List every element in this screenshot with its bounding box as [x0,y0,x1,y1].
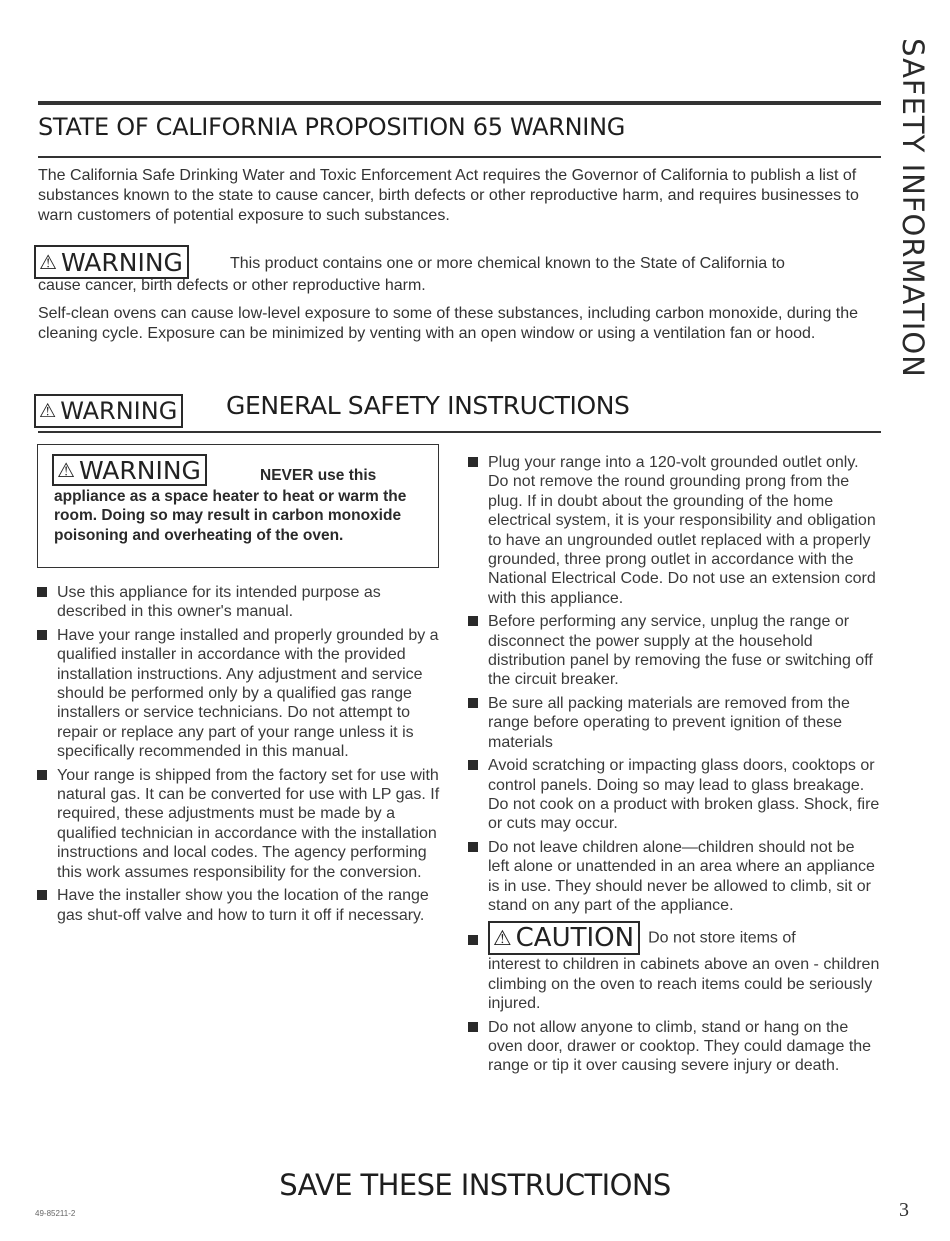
caution-badge [488,921,640,955]
square-bullet-icon [468,457,478,467]
left-instructions-list [37,583,442,929]
caution-item [468,921,880,1013]
square-bullet-icon [468,616,478,626]
warning-triangle-icon: ⚠ [57,458,75,482]
general-safety-title: GENERAL SAFETY INSTRUCTIONS [226,391,630,420]
square-bullet-icon [468,842,478,852]
general-title-underline [38,431,881,433]
caution-label: CAUTION [515,923,635,954]
self-clean-paragraph: Self-clean ovens can cause low-level exposure to some of these substances, including carbon monoxide, during the cleaning cycle. Exposure can be minimized by venting with an open window or using a ventilation fan or hood. [38,305,859,342]
list-item: Avoid scratching or impacting glass doors, cooktops or control panels. Doing so may lead to glass breakage. Do not cook on a product with broken glass. Shock, fire or cuts may occur. [468,756,880,834]
list-item: Before performing any service, unplug the range or disconnect the power supply at the household distribution panel by removing the fuse or switching off the circuit breaker. [468,612,880,690]
prop65-warning-text-line2: cause cancer, birth defects or other reproductive harm. [38,277,426,294]
section-side-tab [876,28,950,388]
side-tab-label: SAFETY INFORMATION [896,38,931,378]
square-bullet-icon [468,1022,478,1032]
square-bullet-icon [468,760,478,770]
box-warning-text: appliance as a space heater to heat or warm the room. Doing so may result in carbon monoxide poisoning and overheating of the oven. [54,488,407,544]
list-item: Be sure all packing materials are removed from the range before operating to prevent ignition of these materials [468,694,880,752]
warning-label: WARNING [78,455,201,485]
prop65-warning-badge [34,245,189,279]
prop65-intro: The California Safe Drinking Water and Toxic Enforcement Act requires the Governor of California to publish a list of substances known to the state to cause cancer, birth defects or other reproductive harm, and requires businesses to warn customers of potential exposure to such substances. [38,167,859,224]
warning-label: WARNING [60,397,178,425]
list-item: Do not allow anyone to climb, stand or hang on the oven door, drawer or cooktop. They could damage the range or tip it over causing severe injury or death. [468,1018,880,1076]
caution-triangle-icon: ⚠ [493,925,512,950]
space-heater-warning-box [37,444,439,568]
general-warning-badge [34,394,183,428]
square-bullet-icon [468,935,478,945]
square-bullet-icon [37,770,47,780]
list-item: Have the installer show you the location of the range gas shut-off valve and how to turn it off if necessary. [37,886,442,925]
warning-triangle-icon: ⚠ [39,399,57,423]
box-warning-first-line: NEVER use this [260,467,377,484]
box-warning-badge [52,454,207,486]
prop65-title-underline [38,156,881,158]
warning-label: WARNING [60,247,183,277]
caution-text: interest to children in cabinets above an oven - children climbing on the oven to reach items could be seriously injured. [488,956,880,1013]
square-bullet-icon [468,698,478,708]
save-instructions-title: SAVE THESE INSTRUCTIONS [279,1168,671,1202]
page-number: 3 [899,1199,909,1221]
list-item: Plug your range into a 120-volt grounded outlet only. Do not remove the round grounding prong from the plug. If in doubt about the grounding of the home electrical system, it is your responsibility and obligation to have an ungrounded outlet replaced with a properly grounded, three prong outlet in accordance with the National Electrical Code. Do not use an extension cord with this appliance. [468,453,880,608]
square-bullet-icon [37,587,47,597]
list-item: Use this appliance for its intended purpose as described in this owner's manual. [37,583,442,622]
list-item: Your range is shipped from the factory set for use with natural gas. It can be converted for use with LP gas. If required, these adjustments must be made by a qualified technician in accordance with the installation instructions and local codes. The agency performing this work assumes responsibility for the conversion. [37,766,442,882]
right-instructions-list [468,453,880,1080]
prop65-title: STATE OF CALIFORNIA PROPOSITION 65 WARNING [38,113,626,141]
top-rule [38,101,881,105]
list-item: Do not leave children alone—children should not be left alone or unattended in an area where an appliance is in use. They should never be allowed to climb, sit or stand on any part of the appliance. [468,838,880,916]
document-code: 49-85211-2 [35,1209,76,1218]
warning-triangle-icon: ⚠ [39,250,57,274]
square-bullet-icon [37,630,47,640]
caution-first-line: Do not store items of [648,929,796,947]
list-item: Have your range installed and properly grounded by a qualified installer in accordance with the provided installation instructions. Any adjustment and service should be performed only by a qualified gas range installers or service technicians. Do not attempt to repair or replace any part of your range unless it is specifically recommended in this manual. [37,626,442,762]
prop65-warning-text-line1: This product contains one or more chemical known to the State of California to [230,255,785,272]
square-bullet-icon [37,890,47,900]
